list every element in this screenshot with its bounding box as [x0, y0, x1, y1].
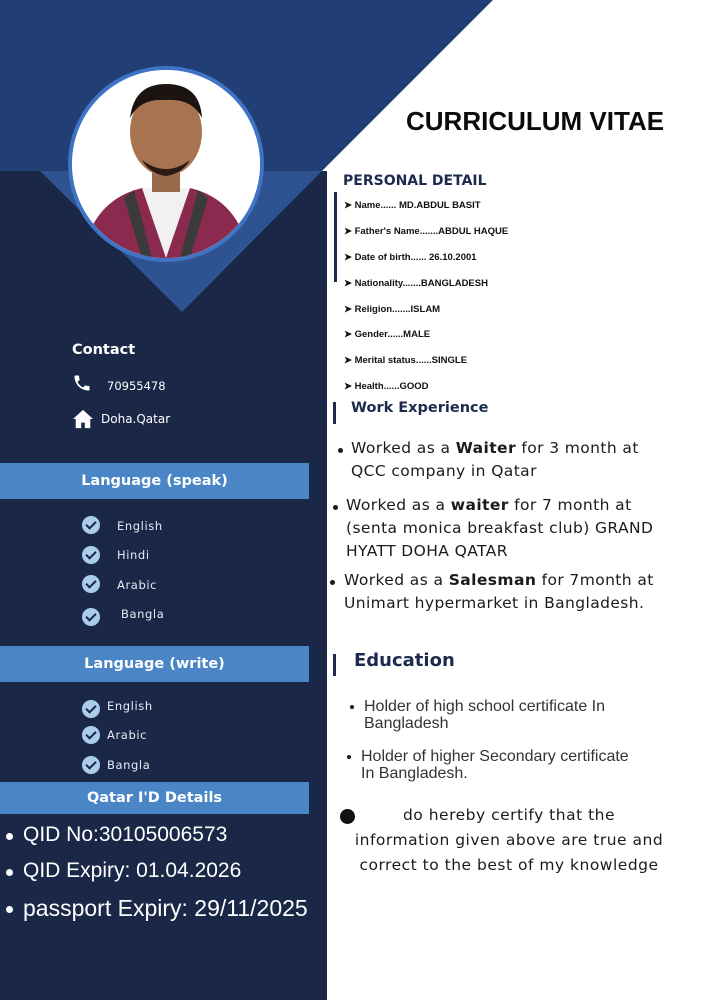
check-icon [82, 726, 100, 744]
check-icon [82, 575, 100, 593]
work-bullet [338, 448, 343, 453]
personal-religion: ➤ Religion.......ISLAM [344, 304, 441, 315]
work-entry-3: Worked as a Salesman for 7month at Unimart hypermarket in Bangladesh. [344, 571, 654, 612]
contact-address: Doha.Qatar [101, 412, 171, 426]
phone-icon [72, 373, 92, 393]
language-speak-title: Language (speak) [0, 463, 309, 499]
language-write-bangla: Bangla [107, 758, 151, 772]
personal-dob: ➤ Date of birth...... 26.10.2001 [344, 252, 477, 263]
language-speak-arabic: Arabic [117, 578, 158, 592]
check-icon [82, 608, 100, 626]
check-icon [82, 756, 100, 774]
education-bullet [347, 755, 351, 759]
language-write-arabic: Arabic [107, 728, 148, 742]
education-item-2: Holder of higher Secondary certificate In Bangladesh. [361, 748, 629, 782]
page-title: CURRICULUM VITAE [406, 106, 665, 136]
qid-bullet [6, 869, 13, 876]
personal-father-name: ➤ Father's Name.......ABDUL HAQUE [344, 226, 509, 237]
personal-detail-title: PERSONAL DETAIL [343, 173, 487, 189]
work-bullet [333, 505, 338, 510]
qatar-id-title: Qatar I'D Details [0, 782, 309, 814]
check-icon [82, 546, 100, 564]
language-write-english: English [107, 699, 153, 713]
home-icon [72, 409, 94, 429]
language-speak-english: English [117, 519, 163, 533]
work-bullet [330, 580, 335, 585]
qid-number: QID No:30105006573 [23, 823, 228, 846]
personal-name: ➤ Name...... MD.ABDUL BASIT [344, 200, 481, 211]
language-speak-bangla: Bangla [121, 607, 165, 621]
certification-text: do hereby certify that the information given above are true and correct to the best of my knowledge [354, 806, 664, 874]
contact-title: Contact [72, 342, 136, 358]
avatar [72, 70, 260, 258]
personal-health: ➤ Health......GOOD [344, 381, 429, 392]
personal-nationality: ➤ Nationality.......BANGLADESH [344, 278, 488, 289]
language-write-title: Language (write) [0, 646, 309, 682]
education-item-1: Holder of high school certificate In Bangladesh [364, 698, 606, 732]
education-title: Education [354, 650, 455, 671]
language-speak-hindi: Hindi [117, 548, 150, 562]
qid-bullet [6, 833, 13, 840]
contact-phone: 70955478 [107, 379, 166, 393]
work-bar [333, 402, 336, 424]
check-icon [82, 516, 100, 534]
work-entry-2: Worked as a waiter for 7 month at (senta monica breakfast club) GRAND HYATT DOHA QATAR [346, 496, 654, 560]
personal-detail-bar [334, 192, 337, 282]
work-experience-title: Work Experience [351, 400, 489, 416]
education-bullet [350, 705, 354, 709]
personal-gender: ➤ Gender......MALE [344, 329, 431, 340]
profile-photo [68, 66, 264, 262]
passport-expiry: passport Expiry: 29/11/2025 [23, 895, 308, 921]
qid-expiry: QID Expiry: 01.04.2026 [23, 859, 242, 882]
check-icon [82, 700, 100, 718]
personal-marital-status: ➤ Merital status......SINGLE [344, 355, 468, 366]
qid-bullet [6, 906, 13, 913]
work-entry-1: Worked as a Waiter for 3 month at QCC company in Qatar [351, 439, 639, 480]
education-bar [333, 654, 336, 676]
